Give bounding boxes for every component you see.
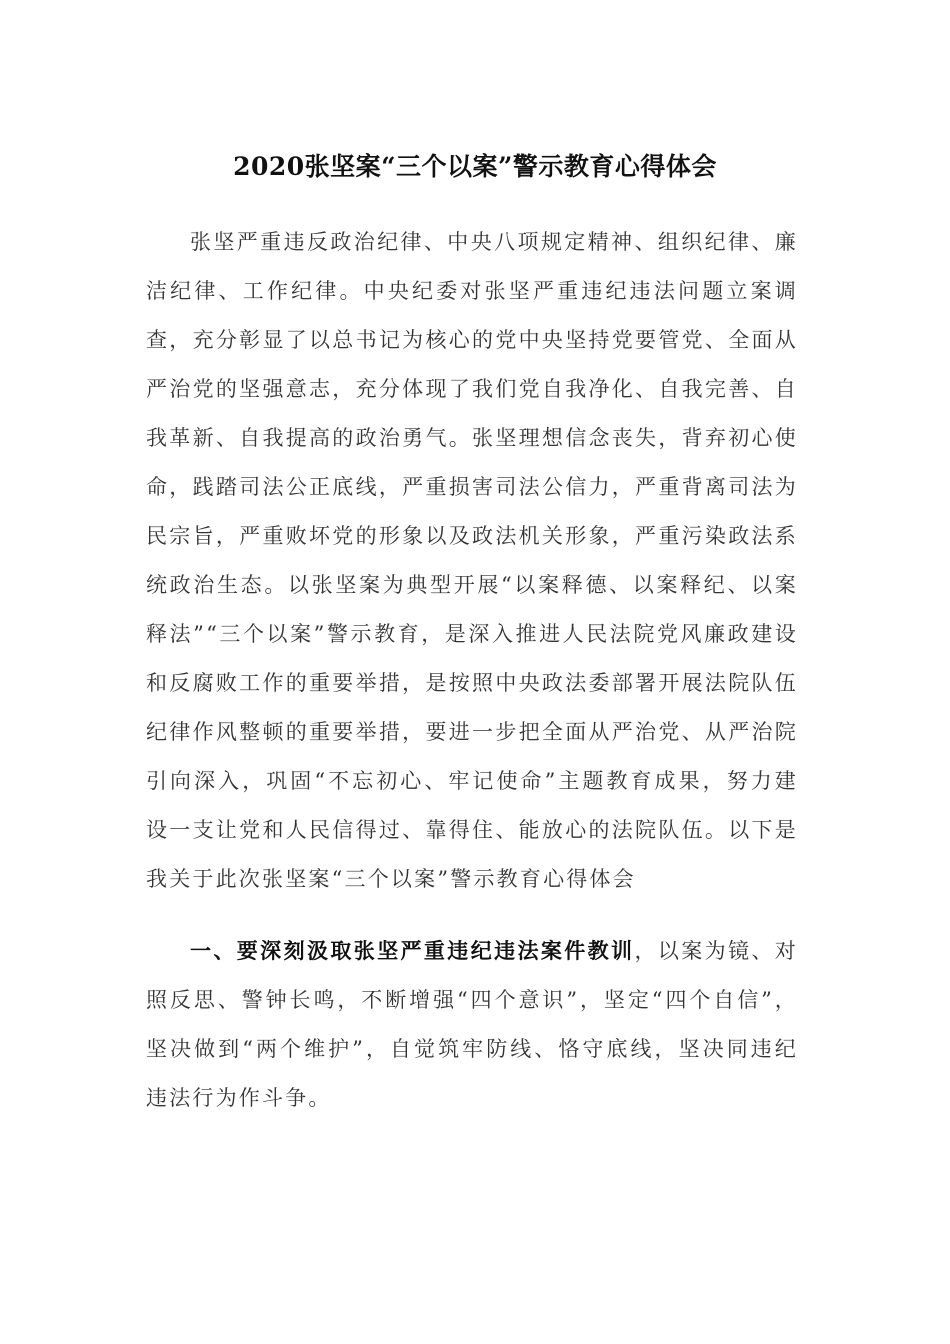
intro-paragraph: 张坚严重违反政治纪律、中央八项规定精神、组织纪律、廉洁纪律、工作纪律。中央纪委对张坚严重违纪违法问题立案调查，充分彰显了以总书记为核心的党中央坚持党要管党、全面从严治党的坚强意志，充分体现了我们党自我净化、自我完善、自我革新、自我提高的政治勇气。张坚理想信念丧失，背弃初心使命，践踏司法公正底线，严重损害司法公信力，严重背离司法为民宗旨，严重败坏党的形象以及政法机关形象，严重污染政法系统政治生态。以张坚案为典型开展“以案释德、以案释纪、以案释法”“三个以案”警示教育，是深入推进人民法院党风廉政建设和反腐败工作的重要举措，是按照中央政法委部署开展法院队伍纪律作风整顿的重要举措，要进一步把全面从严治党、从严治院引向深入，巩固“不忘初心、牢记使命”主题教育成果，努力建设一支让党和人民信得过、靠得住、能放心的法院队伍。以下是我关于此次张坚案“三个以案”警示教育心得体会 [146,230,798,891]
document-title: 2020张坚案“三个以案”警示教育心得体会 [233,151,717,181]
section-1-body: ，以案为镜、对照反思、警钟长鸣，不断增强“四个意识”，坚定“四个自信”，坚决做到“两个维护”，自觉筑牢防线、恪守底线，坚决同违纪违法行为作斗争。 [146,939,798,1110]
section-1-heading: 一、要深刻汲取张坚严重违纪违法案件教训 [190,938,635,963]
section-1-paragraph [146,926,798,1123]
